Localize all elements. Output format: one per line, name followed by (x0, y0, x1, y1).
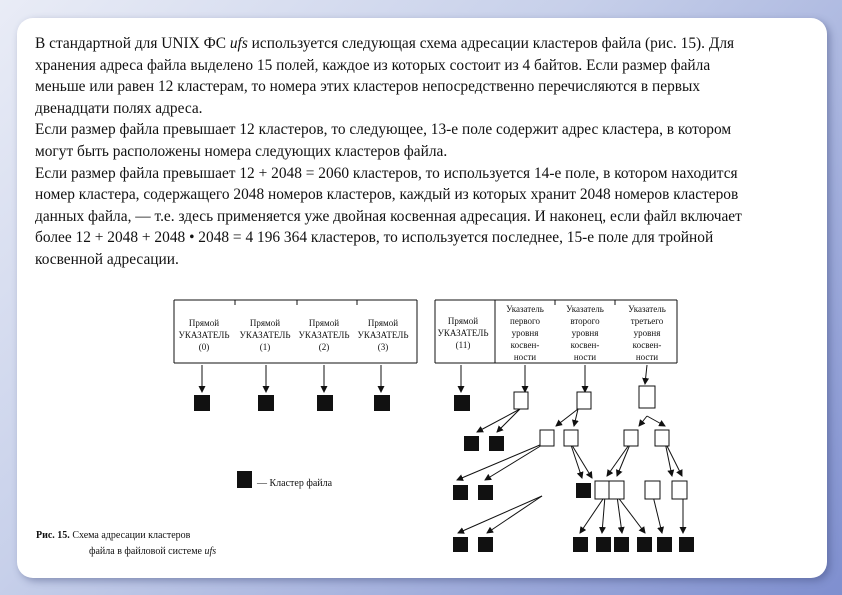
caption-line1: Схема адресации кластеров (72, 530, 191, 541)
direct-pointer-0-label2: УКАЗАТЕЛЬ (178, 330, 230, 340)
direct-pointer-2-label1: Прямой (308, 318, 340, 328)
slide (17, 18, 827, 578)
direct-pointers-table (174, 300, 417, 363)
indirect-1-label2: первого (510, 316, 540, 326)
figure-caption (36, 528, 216, 560)
index-clusters (514, 386, 687, 499)
direct-pointer-2-label3: (2) (318, 342, 330, 352)
direct-pointer-11-label2: УКАЗАТЕЛЬ (437, 328, 489, 338)
indirect-1-label3: уровня (511, 328, 539, 338)
direct-pointer-3-label1: Прямой (367, 318, 399, 328)
direct-pointer-1-label2: УКАЗАТЕЛЬ (239, 330, 291, 340)
indirect-2-label3: уровня (571, 328, 599, 338)
direct-pointer-1-label3: (1) (259, 342, 271, 352)
arrows (202, 365, 683, 533)
direct-pointer-11-label1: Прямой (447, 316, 479, 326)
paragraph-1: В стандартной для UNIX ФС ufs используется следующая схема адресации кластеров файла (рис. 15). Для хранения адреса файла выделено 15 полей, каждое из которых состоит из 4 байтов. Если размер файла меньше или равен 12 кластерам, то номера этих кластеров непосредственно перечисляются в первых двенадцати полях адреса. (35, 35, 735, 117)
direct-pointer-0-label1: Прямой (188, 318, 220, 328)
indirect-3-label1: Указатель (628, 304, 666, 314)
indirect-1-label5: ности (513, 352, 537, 362)
caption-number: Рис. 15. (36, 530, 70, 541)
data-clusters (194, 395, 694, 552)
addressing-diagram (17, 18, 827, 578)
direct-pointer-11-label3: (11) (455, 340, 471, 350)
indirect-2-label2: второго (570, 316, 600, 326)
indirect-2-label4: косвен- (570, 340, 600, 350)
indirect-pointers-table (435, 300, 677, 363)
indirect-1-label1: Указатель (506, 304, 544, 314)
legend (237, 471, 333, 489)
indirect-3-label3: уровня (633, 328, 661, 338)
direct-pointer-2-label2: УКАЗАТЕЛЬ (298, 330, 350, 340)
indirect-1-label4: косвен- (510, 340, 540, 350)
paragraph-3: Если размер файла превышает 12 + 2048 = 2060 кластеров, то используется 14-е поле, в котором находится номер кластера, содержащего 2048 номеров кластеров, каждый из которых хранит 2048 номеров кластеров данных файла, — т.е. здесь применяется уже двойная косвенная адресация. И наконец, если файл включает более 12 + 2048 + 2048 • 2048 = 4 196 364 кластеров, то используется последнее, 15-е поле для тройной косвенной адресации. (35, 164, 742, 268)
paragraph-2: Если размер файла превышает 12 кластеров, то следующее, 13-е поле содержит адрес кластера, в котором могут быть расположены номера следующих кластеров файла. (35, 121, 732, 160)
direct-pointer-3-label2: УКАЗАТЕЛЬ (357, 330, 409, 340)
caption-line2: файла в файловой системе ufs (89, 546, 217, 557)
direct-pointer-0-label3: (0) (198, 342, 210, 352)
indirect-2-label1: Указатель (566, 304, 604, 314)
indirect-3-label2: третьего (630, 316, 664, 326)
legend-text: — Кластер файла (257, 478, 333, 489)
indirect-3-label5: ности (635, 352, 659, 362)
indirect-2-label5: ности (573, 352, 597, 362)
indirect-3-label4: косвен- (632, 340, 662, 350)
direct-pointer-3-label3: (3) (377, 342, 389, 352)
direct-pointer-1-label1: Прямой (249, 318, 281, 328)
legend-cluster-icon (237, 471, 252, 488)
